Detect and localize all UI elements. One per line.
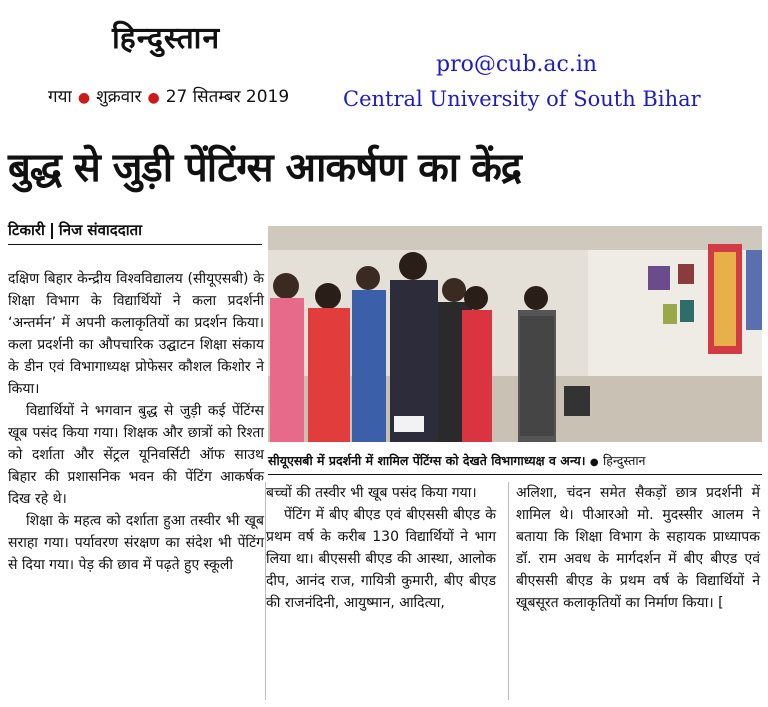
exhibition-photo-illustration: [268, 226, 762, 442]
caption-rule: [268, 474, 762, 475]
article-paragraph: अलिशा, चंदन समेत सैकड़ों छात्र प्रदर्शनी में शामिल थे। पीआरओ मो. मुदस्सीर आलम ने बताया कि शिक्षा विभाग के सहायक प्राध्यापक डॉ. राम अवध के मार्गदर्शन में बीए बीएड एवं बीएससी बीएड के प्रथम वर्ष के विद्यार्थियों ने खूबसूरत कलाकृतियों का निर्माण किया। [: [516, 485, 760, 611]
photo-credit: हिन्दुस्तान: [602, 453, 646, 468]
byline-underline: [8, 244, 262, 245]
article-headline: बुद्ध से जुड़ी पेंटिंग्स आकर्षण का केंद्र: [8, 145, 522, 191]
bullet-icon: ●: [589, 457, 599, 468]
article-column-1: [8, 268, 264, 576]
dateline-date: 27 सितम्बर 2019: [165, 87, 290, 107]
byline-reporter: निज संवाददाता: [58, 221, 143, 239]
article-paragraph: दक्षिण बिहार केन्द्रीय विश्वविद्यालय (सीयूएसबी) के शिक्षा विभाग के विद्यार्थियों ने कला प्रदर्शनी ‘अन्तर्मन’ में अपनी कलाकृतियों का प्रदर्शन किया। कला प्रदर्शनी का औपचारिक उद्घाटन शिक्षा संकाय के डीन एवं विभागाध्यक्ष प्रोफेसर कौशल किशोर ने किया।: [8, 271, 264, 397]
bullet-icon: ●: [147, 90, 160, 106]
article-paragraph: बच्चों की तस्वीर भी खूब पसंद किया गया।: [266, 485, 477, 501]
newspaper-masthead: हिन्दुस्तान: [112, 21, 221, 56]
contact-email: pro@cub.ac.in: [436, 52, 598, 77]
dateline-day: शुक्रवार: [96, 87, 142, 107]
article-paragraph: विद्यार्थियों ने भगवान बुद्ध से जुड़ी कई पेंटिंग्स खूब पसंद किया गया। शिक्षक और छात्रों को रिश्ता को दर्शाता और सेंट्रल यूनिवर्सिटी ऑफ साउथ बिहार की प्रशासनिक भवन की पेंटिंग आकर्षक दिख रहे थे।: [8, 403, 264, 507]
byline-divider: [51, 223, 53, 239]
byline: [8, 220, 142, 240]
article-paragraph: शिक्षा के महत्व को दर्शाता हुआ तस्वीर भी खूब सराहा गया। पर्यावरण संरक्षण का संदेश भी पेंटिंग से दिया गया। पेड़ की छाव में पढ़ते हुए स्कूली: [8, 513, 264, 573]
byline-place: टिकारी: [8, 221, 45, 239]
dateline-city: गया: [48, 87, 72, 107]
bullet-icon: ●: [77, 90, 91, 106]
article-column-2: [266, 482, 496, 614]
article-paragraph: पेंटिंग में बीए बीएड एवं बीएससी बीएड के प्रथम वर्ष के करीब 130 विद्यार्थियों ने भाग लिया था। बीएससी बीएड की आस्था, आलोक दीप, आनंद राज, गायित्री कुमारी, बीए बीएड की राजनंदिनी, आयुष्मान, आदित्या,: [266, 507, 496, 611]
article-column-3: [516, 482, 760, 614]
dateline: [48, 84, 289, 107]
news-photo: [268, 226, 762, 442]
caption-text: सीयूएसबी में प्रदर्शनी में शामिल पेंटिंग्स को देखते विभागाध्यक्ष व अन्य।: [268, 453, 586, 468]
column-divider: [508, 482, 509, 700]
university-name: Central University of South Bihar: [343, 87, 701, 111]
photo-caption: [268, 452, 762, 469]
